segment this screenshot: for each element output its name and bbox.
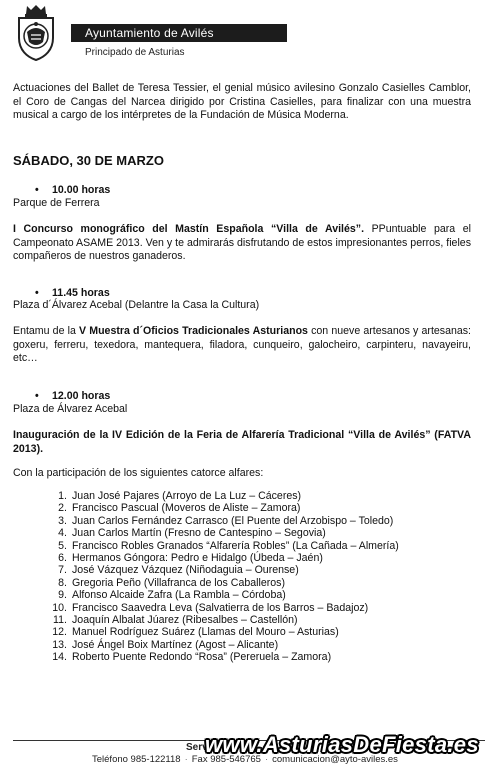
list-item: 3. Juan Carlos Fernández Carrasco (El Puente del Arzobispo – Toledo) [58,514,394,527]
event-text: con nueve artesanos y artesanas: goxeru, ferreru, texedora, mantequera, filadora, cunqueiro, galocheiro, carpinteru, navayeiru, etc… [13,325,471,365]
footer-email[interactable]: comunicacion@ayto-aviles.es [272,754,398,765]
event-place: Plaza d´Álvarez Acebal (Delantre la Casa la Cultura) [13,299,260,311]
footer-fax: Fax 985-546765 [191,754,261,765]
event-text: Con la participación de los siguientes catorce alfares: [13,467,264,479]
event-time-text: 10.00 horas [52,184,111,196]
event-description [13,325,471,366]
organization-name: Ayuntamiento de Avilés [71,24,287,42]
list-item: 14. Roberto Puente Redondo “Rosa” (Pereruela – Zamora) [52,651,332,664]
event-place: Plaza de Álvarez Acebal [13,403,128,415]
event-time: • 10.00 horas [35,184,111,196]
date-heading: SÁBADO, 30 DE MARZO [13,153,164,168]
event-time-text: 12.00 horas [52,390,111,402]
event-title: Inauguración de la IV Edición de la Feria de Alfarería Tradicional “Villa de Avilés” (FATVA 2013). [13,429,471,455]
event-title: I Concurso monográfico del Mastín Española “Villa de Avilés”. [13,223,365,235]
list-item: 9. Alfonso Alcaide Zafra (La Rambla – Córdoba) [58,589,286,602]
footer-phone: Teléfono 985-122118 [92,754,181,765]
event-place: Parque de Ferrera [13,197,100,209]
event-time: • 12.00 horas [35,390,111,402]
list-item: 4. Juan Carlos Martín (Fresno de Cantespino – Segovia) [58,527,326,540]
list-item: 2. Francisco Pascual (Moveros de Aliste – Zamora) [58,502,301,515]
coat-of-arms-icon [13,2,59,62]
list-item: 8. Gregoria Peño (Villafranca de los Caballeros) [58,576,285,589]
list-item: 12. Manuel Rodríguez Suárez (Llamas del Mouro – Asturias) [52,626,339,639]
event-pre: Entamu de la [13,325,80,337]
list-item: 1. Juan José Pajares (Arroyo de La Luz – Cáceres) [58,490,302,502]
footer-contact: Teléfono 985-122118 · Fax 985-546765 · comunicacion@ayto-aviles.es [92,754,398,765]
event-text: PPuntuable para el Campeonato ASAME 2013. Ven y te admirarás disfrutando de estos impresionantes perros, fieles compañeros de nuestros ganaderos. [13,223,471,263]
event-description [13,223,471,264]
watermark: www.AsturiasDeFiesta.es [205,732,479,757]
letterhead [13,2,483,64]
event-title: V Muestra d´Oficios Tradicionales Asturianos [79,325,308,337]
event-time-text: 11.45 horas [52,287,110,299]
list-item: 7. José Vázquez Vázquez (Niñodaguia – Ourense) [58,564,299,577]
region-name: Principado de Asturias [85,47,185,58]
list-item: 11. Joaquín Albalat Júarez (Ribesalbes – Castellón) [53,613,298,626]
list-item: 6. Hermanos Góngora: Pedro e Hidalgo (Úbeda – Jaén) [58,551,323,564]
list-item: 10. Francisco Saavedra Leva (Salvatierra de los Barros – Badajoz) [52,601,369,614]
list-item: 13. José Ángel Boix Martínez (Agost – Alicante) [52,638,279,651]
alfares-list [47,490,399,663]
list-item: 5. Francisco Robles Granados “Alfarería Robles” (La Cañada – Almería) [58,539,399,552]
intro-paragraph: Actuaciones del Ballet de Teresa Tessier, el genial músico avilesino Gonzalo Casielles Camblor, el Coro de Cangas del Narcea dirigido por Cristina Casielles, para finalizar con una muestra musical a cargo de los intérpretes de la Fundación de Música Moderna. [13,82,471,122]
footer-service: Servi [186,742,211,753]
event-time: • 11.45 horas [35,287,110,299]
